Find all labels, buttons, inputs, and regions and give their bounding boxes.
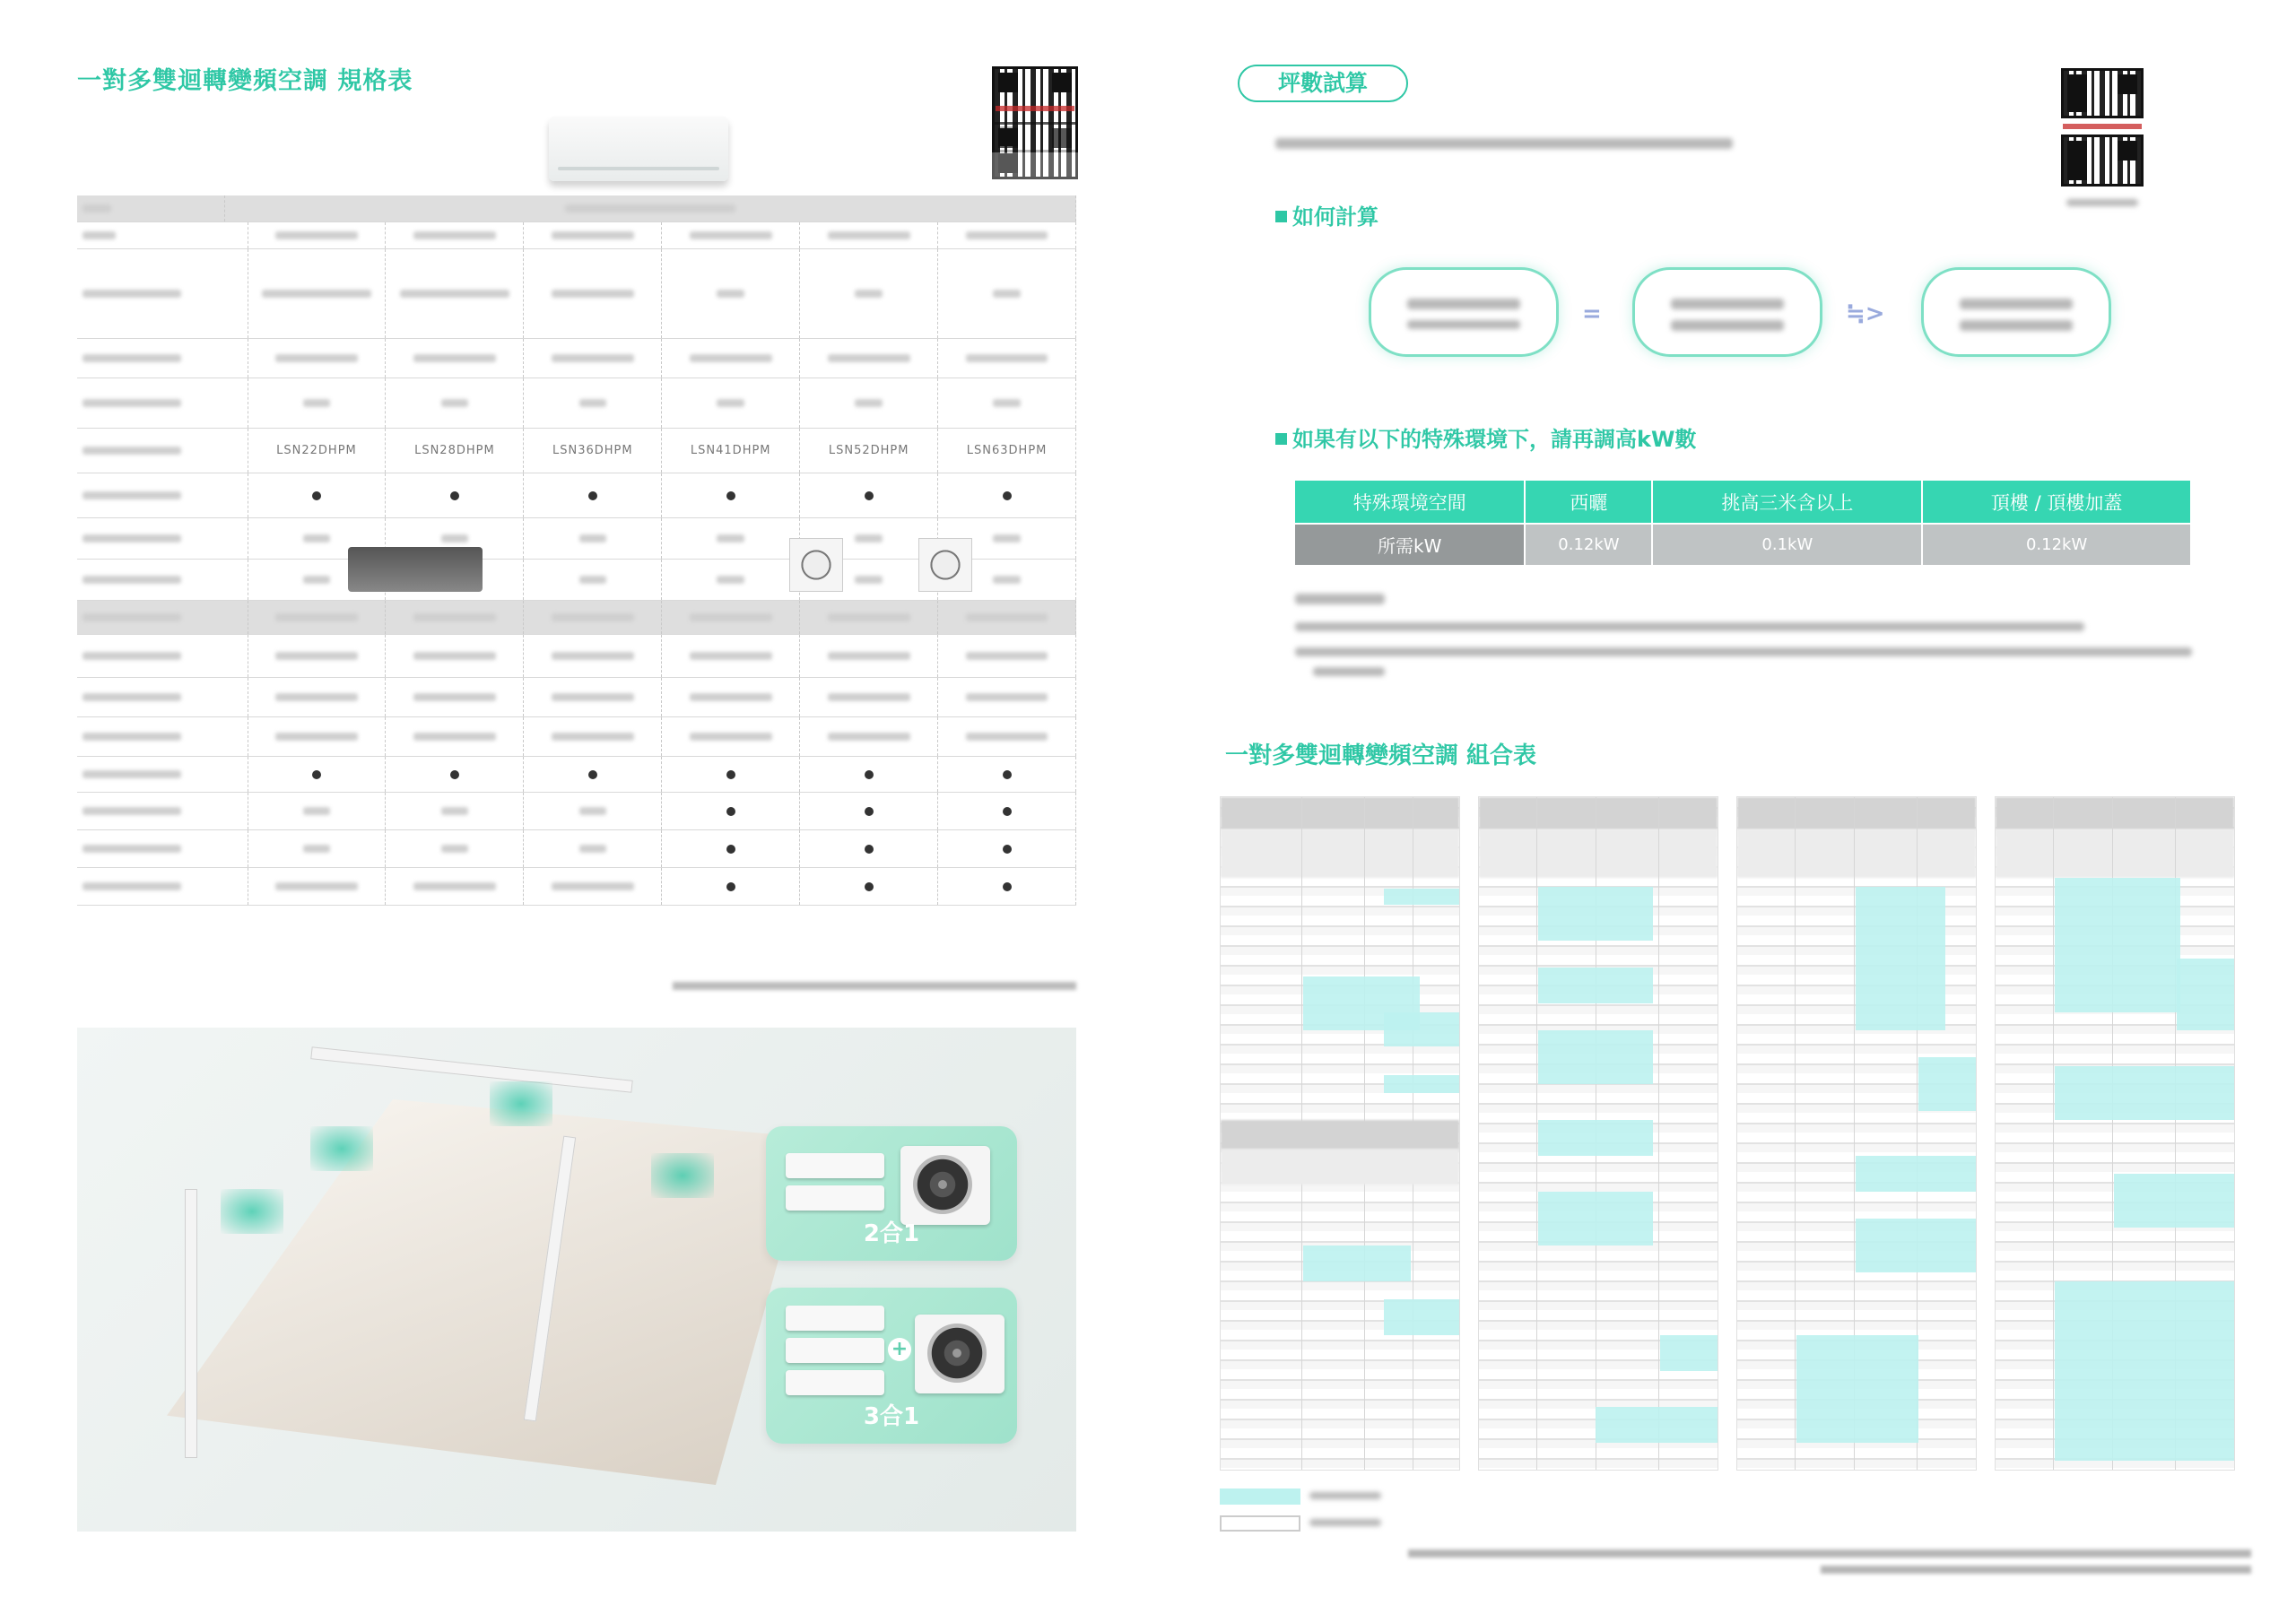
combo-grid [1220, 796, 1460, 1471]
spec-header-row [77, 195, 1076, 222]
spec-row [77, 793, 1076, 830]
formula-box-3 [1921, 267, 2111, 357]
house-wall [310, 1046, 632, 1093]
qr-caption [2063, 124, 2142, 129]
how-to-calc-text: 如何計算 [1292, 204, 1378, 230]
plus-icon: + [888, 1338, 911, 1361]
spec-row [77, 378, 1076, 429]
combo-grid [1995, 796, 2235, 1471]
spec-table-title: 一對多雙迴轉變頻空調 規格表 [77, 67, 413, 95]
spec-row [77, 635, 1076, 678]
combo-card-3in1 [766, 1288, 1017, 1444]
intro-text [1275, 138, 1733, 149]
env-value: 0.1kW [1652, 524, 1922, 565]
combo-grid [1736, 796, 1977, 1471]
qr-label [2066, 199, 2138, 206]
env-value: 0.12kW [1525, 524, 1652, 565]
spec-row [77, 249, 1076, 339]
model-name: LSN22DHPM [276, 444, 357, 457]
spec-row [77, 339, 1076, 378]
combo-card-2in1 [766, 1126, 1017, 1261]
air-flow [490, 1081, 552, 1126]
model-name: LSN52DHPM [828, 444, 909, 457]
model-row [77, 429, 1076, 473]
spec-row [77, 473, 1076, 518]
env-table-header [1295, 481, 2191, 524]
page-footnote [1408, 1549, 2251, 1558]
note-line [1295, 647, 2192, 656]
indoor-unit-icon [786, 1306, 884, 1331]
equals-sign: = [1582, 300, 1602, 327]
spec-row [77, 601, 1076, 635]
env-table-row [1295, 524, 2191, 565]
house-illustration [77, 1028, 1076, 1532]
indoor-unit-icon [786, 1338, 884, 1363]
note-line [1295, 622, 2084, 631]
combo-label: 2合1 [863, 1220, 920, 1247]
approx-arrow: ≒> [1846, 300, 1885, 327]
special-env-table [1295, 481, 2192, 565]
qr-code-icon [2061, 68, 2144, 118]
combo-grid [1478, 796, 1718, 1471]
spec-footnote [673, 982, 1076, 990]
spec-row [77, 678, 1076, 717]
cassette-unit-image [789, 538, 843, 592]
page-footnote [1821, 1566, 2251, 1574]
env-header-cell: 挑高三米含以上 [1652, 481, 1922, 524]
env-header-cell: 特殊環境空間 [1295, 481, 1525, 524]
cassette-unit-image [918, 538, 972, 592]
indoor-unit-icon [786, 1185, 884, 1211]
note-line [1313, 667, 1385, 676]
combo-label: 3合1 [863, 1403, 920, 1430]
air-flow [221, 1189, 283, 1234]
outdoor-unit-icon [915, 1315, 1004, 1393]
house-wall [185, 1189, 197, 1458]
indoor-unit-icon [786, 1370, 884, 1395]
air-flow [651, 1153, 714, 1198]
legend-label [1309, 1519, 1381, 1526]
qr-caption [996, 106, 1074, 111]
house-floor [167, 1099, 813, 1485]
legend-swatch-highlight [1220, 1488, 1300, 1505]
formula-box-1 [1369, 267, 1559, 357]
env-row-label: 所需kW [1295, 524, 1525, 565]
wall-ac-unit-image [549, 117, 728, 181]
combo-table-title: 一對多雙迴轉變頻空調 組合表 [1225, 742, 1537, 769]
special-env-text: 如果有以下的特殊環境下，請再調高kW數 [1292, 427, 1697, 452]
spec-row [77, 868, 1076, 906]
formula-box-2 [1632, 267, 1822, 357]
indoor-unit-icon [786, 1153, 884, 1178]
calc-pill: 坪數試算 [1238, 65, 1408, 102]
qr-code-icon [992, 122, 1078, 179]
note-title [1295, 594, 1385, 604]
model-name: LSN28DHPM [414, 444, 495, 457]
air-flow [310, 1126, 373, 1171]
spec-row [77, 717, 1076, 757]
right-page [1148, 0, 2296, 1623]
legend-swatch-normal [1220, 1515, 1300, 1532]
spec-row [77, 757, 1076, 793]
special-env-heading [1275, 421, 1696, 453]
spec-row [77, 222, 1076, 249]
qr-code-icon [2061, 135, 2144, 187]
duct-unit-image [348, 547, 483, 592]
model-name: LSN63DHPM [966, 444, 1048, 457]
env-header-cell: 西曬 [1525, 481, 1652, 524]
env-header-cell: 頂樓 / 頂樓加蓋 [1922, 481, 2191, 524]
spec-row [77, 830, 1076, 868]
legend-label [1309, 1492, 1381, 1499]
model-name: LSN36DHPM [552, 444, 633, 457]
env-value: 0.12kW [1922, 524, 2191, 565]
outdoor-unit-icon [900, 1146, 990, 1225]
how-to-calc-heading [1275, 199, 1378, 230]
model-name: LSN41DHPM [690, 444, 771, 457]
